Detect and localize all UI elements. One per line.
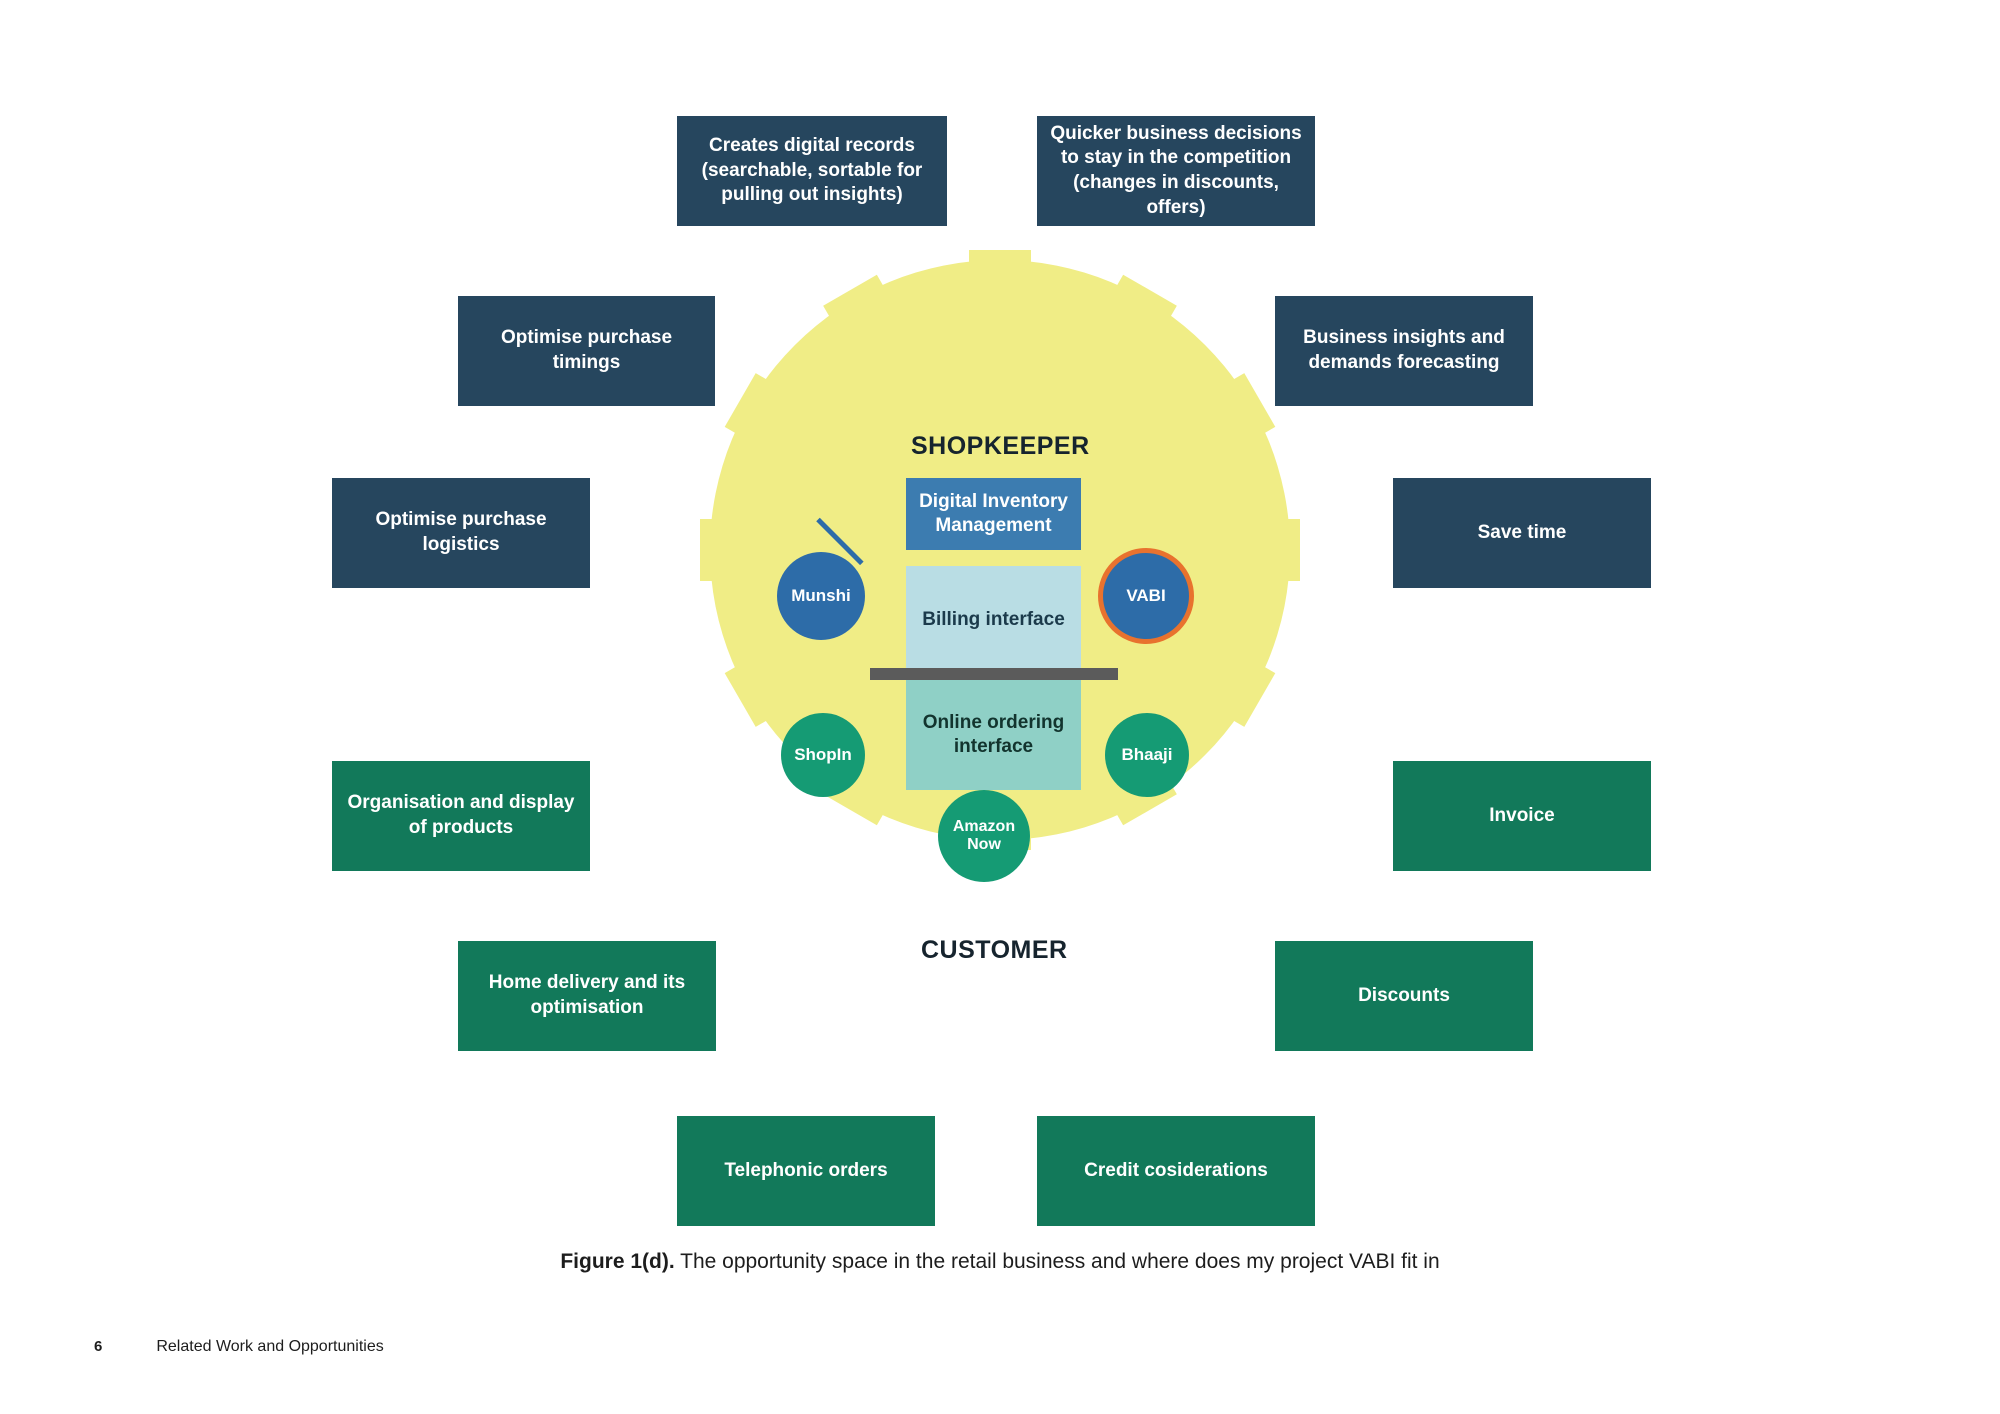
opportunity-box-credit-considerations: Credit cosiderations <box>1037 1116 1315 1226</box>
figure-caption-text: The opportunity space in the retail business and where does my project VABI fit in <box>674 1250 1440 1273</box>
section-label-shopkeeper: SHOPKEEPER <box>911 432 1090 460</box>
opportunity-box-telephonic-orders: Telephonic orders <box>677 1116 935 1226</box>
opportunity-box-business-insights: Business insights and demands forecasting <box>1275 296 1533 406</box>
opportunity-box-discounts: Discounts <box>1275 941 1533 1051</box>
opportunity-box-home-delivery: Home delivery and its optimisation <box>458 941 716 1051</box>
node-amazon-now: Amazon Now <box>938 790 1030 882</box>
node-munshi: Munshi <box>777 552 865 640</box>
digital-inventory-management-box: Digital Inventory Management <box>906 478 1081 550</box>
footer-section-title: Related Work and Opportunities <box>156 1338 384 1355</box>
section-label-customer: CUSTOMER <box>921 936 1068 964</box>
figure-caption-label: Figure 1(d). <box>560 1250 675 1273</box>
figure-caption <box>0 1250 2000 1274</box>
footer-page-number: 6 <box>94 1338 103 1355</box>
opportunity-box-organisation-display: Organisation and display of products <box>332 761 590 871</box>
node-bhaaji: Bhaaji <box>1105 713 1189 797</box>
page-footer <box>94 1338 384 1356</box>
opportunity-box-purchase-logistics: Optimise purchase logistics <box>332 478 590 588</box>
opportunity-box-quicker-decisions: Quicker business decisions to stay in the competition (changes in discounts, offers) <box>1037 116 1315 226</box>
divider-bar <box>870 668 1118 680</box>
node-shopin: ShopIn <box>781 713 865 797</box>
opportunity-box-purchase-timings: Optimise purchase timings <box>458 296 715 406</box>
opportunity-box-invoice: Invoice <box>1393 761 1651 871</box>
billing-interface-box: Billing interface <box>906 566 1081 673</box>
node-vabi: VABI <box>1098 548 1194 644</box>
online-ordering-interface-box: Online ordering interface <box>906 680 1081 790</box>
opportunity-box-save-time: Save time <box>1393 478 1651 588</box>
opportunity-box-digital-records: Creates digital records (searchable, sortable for pulling out insights) <box>677 116 947 226</box>
